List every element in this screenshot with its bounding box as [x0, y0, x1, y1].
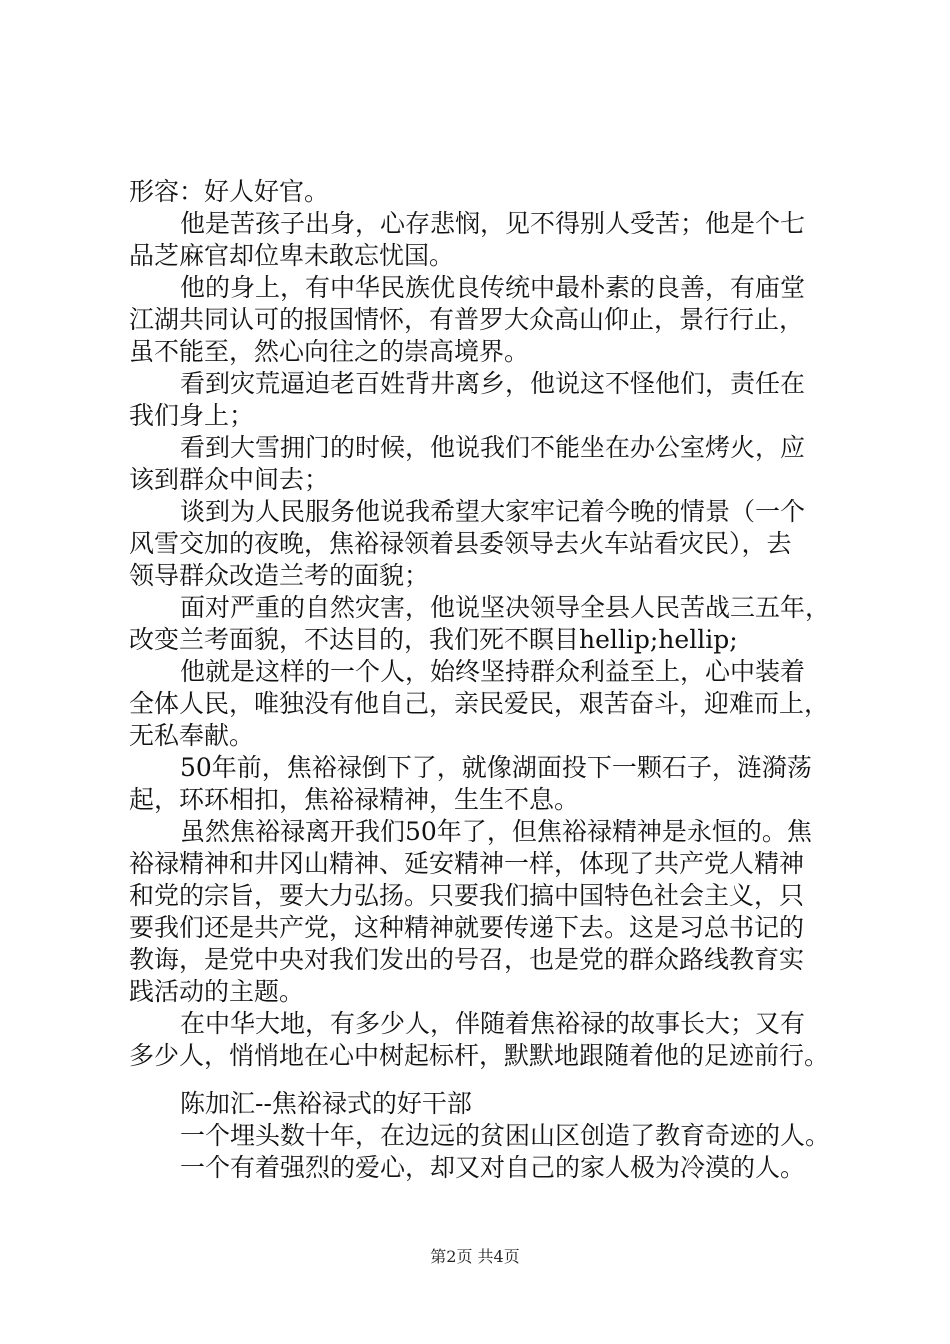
- text-line: 谈到为人民服务他说我希望大家牢记着今晚的情景（一个: [180, 497, 806, 526]
- text-line: 虽然焦裕禄离开我们50年了，但焦裕禄精神是永恒的。焦: [180, 817, 812, 846]
- text-line: 他是苦孩子出身，心存悲悯，见不得别人受苦；他是个七: [180, 209, 806, 238]
- text-line: 江湖共同认可的报国情怀，有普罗大众高山仰止，景行行止，: [129, 305, 805, 334]
- text-line: 看到灾荒逼迫老百姓背井离乡，他说这不怪他们，责任在: [180, 369, 806, 398]
- text-line: 形容：好人好官。: [129, 177, 330, 206]
- text-line: 他就是这样的一个人，始终坚持群众利益至上，心中装着: [180, 657, 806, 686]
- text-line: 改变兰考面貌，不达目的，我们死不瞑目hellip;hellip;: [129, 625, 738, 654]
- text-line: 全体人民，唯独没有他自己，亲民爱民，艰苦奋斗，迎难而上，: [129, 689, 830, 718]
- text-line: 一个有着强烈的爱心，却又对自己的家人极为冷漠的人。: [180, 1153, 806, 1182]
- text-line: 裕禄精神和井冈山精神、延安精神一样，体现了共产党人精神: [129, 849, 805, 878]
- text-line: 和党的宗旨，要大力弘扬。只要我们搞中国特色社会主义，只: [129, 881, 805, 910]
- text-line: 在中华大地，有多少人，伴随着焦裕禄的故事长大；又有: [180, 1009, 806, 1038]
- section-heading: 陈加汇--焦裕禄式的好干部: [180, 1089, 472, 1118]
- text-line: 起，环环相扣，焦裕禄精神，生生不息。: [129, 785, 580, 814]
- text-line: 看到大雪拥门的时候，他说我们不能坐在办公室烤火，应: [180, 433, 806, 462]
- text-line: 多少人，悄悄地在心中树起标杆，默默地跟随着他的足迹前行。: [129, 1041, 830, 1070]
- text-line: 一个埋头数十年，在边远的贫困山区创造了教育奇迹的人。: [180, 1121, 831, 1150]
- text-line: 他的身上，有中华民族优良传统中最朴素的良善，有庙堂: [180, 273, 806, 302]
- text-line: 50年前，焦裕禄倒下了，就像湖面投下一颗石子，涟漪荡: [180, 753, 812, 782]
- page-number-footer: 第2页 共4页: [430, 1247, 520, 1266]
- text-line: 该到群众中间去；: [129, 465, 330, 494]
- text-line: 教诲，是党中央对我们发出的号召，也是党的群众路线教育实: [129, 945, 805, 974]
- text-line: 虽不能至，然心向往之的崇高境界。: [129, 337, 530, 366]
- text-line: 无私奉献。: [129, 721, 255, 750]
- text-line: 领导群众改造兰考的面貌；: [129, 561, 430, 590]
- text-line: 我们身上；: [129, 401, 255, 430]
- text-line: 要我们还是共产党，这种精神就要传递下去。这是习总书记的: [129, 913, 805, 942]
- text-line: 风雪交加的夜晚，焦裕禄领着县委领导去火车站看灾民），去: [129, 529, 792, 558]
- text-line: 面对严重的自然灾害，他说坚决领导全县人民苦战三五年，: [180, 593, 831, 622]
- text-line: 品芝麻官却位卑未敢忘忧国。: [129, 241, 455, 270]
- text-line: 践活动的主题。: [129, 977, 305, 1006]
